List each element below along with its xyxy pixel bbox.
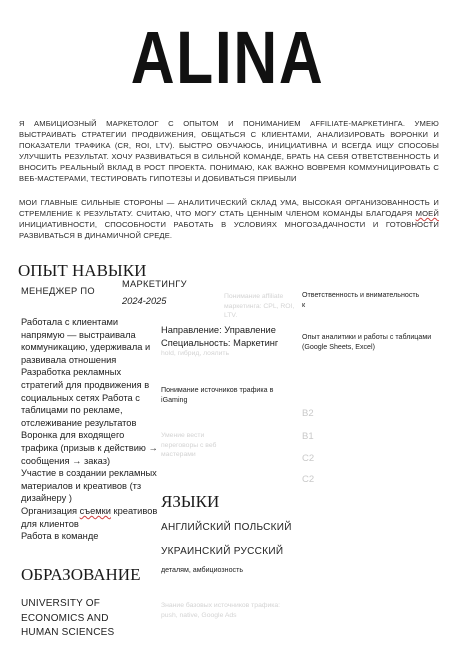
university-name: UNIVERSITY OF ECONOMICS AND HUMAN SCIENCES [21,598,115,638]
period: 2024-2025 [122,296,167,306]
role-left: МЕНЕДЖЕР ПО [21,286,95,296]
skill-right-2: Опыт аналитики и работы с таблицами (Google Sheets, Excel) [302,333,432,351]
duty-item-2: Воронка для входящего трафика (призыв к действию → сообщения → заказ) [21,430,158,466]
lang-level-3: C2 [302,453,315,464]
experience-heading: ОПЫТ НАВЫКИ [18,261,147,280]
skill-faded-3: Умение вести переговоры с веб мастерами [161,432,217,458]
intro-paragraph-2 [19,197,439,241]
intro-p2-squiggle-word: МОЕЙ [415,209,439,218]
name-title: ALINA [130,16,325,99]
lang-level-2: B1 [302,431,314,442]
skill-faded-2: hold, гибрид, лоялить [161,350,230,357]
languages-row-2: УКРАИНСКИЙ РУССКИЙ [161,546,284,557]
duty-item-3: Участие в создании рекламных материалов и креативов (тз дизайнеру ) [21,468,157,504]
skill-faded-1: Понимание affiliate маркетинга: CPL, ROI, LTV. [224,293,295,319]
duty-squiggle-word: съемки [79,505,111,516]
languages-row-1: АНГЛИЙСКИЙ ПОЛЬСКИЙ [161,522,292,533]
role-right: МАРКЕТИНГУ [122,279,187,289]
intro-p2-end: ИНИЦИАТИВНОСТИ, СПОСОБНОСТИ РАБОТАТЬ В УСЛОВИЯХ МНОГОЗАДАЧНОСТИ И ГОТОВНОСТИ РАЗВИВАТЬСЯ В ДИНАМИЧНОЙ СРЕДЕ. [19,220,439,240]
education-heading: ОБРАЗОВАНИЕ [21,565,141,584]
lang-level-1: B2 [302,408,314,419]
edu-direction: Направление: Управление Специальность: Маркетинг [161,325,279,348]
duty-item-1: Работала с клиентами напрямую — выстраивала коммуникацию, удерживала и развивала отношения Разработка рекламных стратегий для продвижения в социальных сетях Работа с таблицами по рекламе, отслеживание результатов [21,317,151,428]
duty-item-4: Организация съемки креативов для клиентов [21,505,158,529]
duties-list [21,316,163,543]
intro-paragraph-1: Я АМБИЦИОЗНЫЙ МАРКЕТОЛОГ С ОПЫТОМ И ПОНИМАНИЕМ AFFILIATE-МАРКЕТИНГА. УМЕЮ ВЫСТРАИВАТЬ СТРАТЕГИИ ПРОДВИЖЕНИЯ, ОБЩАТЬСЯ С КЛИЕНТАМИ, АНАЛИЗИРОВАТЬ ВОРОНКИ И ПОКАЗАТЕЛИ ТРАФИКА (CR, ROI, LTV). БЫСТРО ОБУЧАЮСЬ, ИНИЦИАТИВНА И ВСЕГДА ИЩУ СПОСОБЫ УЛУЧШИТЬ РЕЗУЛЬТАТ. ХОЧУ РАЗВИВАТЬСЯ В СИЛЬНОЙ КОМАНДЕ, БРАТЬ НА СЕБЯ ОТВЕТСТВЕННОСТЬ И ВНОСИТЬ РЕАЛЬНЫЙ ВКЛАД В РОСТ ПРОЕКТА. ПОНИМАЮ, КАК ВАЖНО ВОВРЕМЯ КОММУНИЦИРОВАТЬ С ВЕБ-МАСТЕРАМИ, ТЕСТИРОВАТЬ ГИПОТЕЗЫ И ДОБИВАТЬСЯ ПРИБЫЛИ [19,119,439,183]
skill-traffic: Понимание источников трафика в iGaming [161,386,274,404]
duty-item-5: Работа в команде [21,531,99,542]
lang-level-4: C2 [302,474,315,485]
languages-heading: ЯЗЫКИ [161,492,220,511]
skill-right-1: Ответственность и внимательность к [302,291,420,309]
skill-right-1-tail: деталям, амбициозность [161,566,244,574]
intro-p2-start: МОИ ГЛАВНЫЕ СИЛЬНЫЕ СТОРОНЫ — АНАЛИТИЧЕСКИЙ СКЛАД УМА, ВЫСОКАЯ ОРГАНИЗОВАННОСТЬ И СТРЕМЛЕНИЕ К РЕЗУЛЬТАТУ. СЧИТАЮ, ЧТО МОГУ СТАТЬ ЦЕННЫМ ЧЛЕНОМ КОМАНДЫ БЛАГОДАРЯ [19,198,439,218]
skill-faded-4: Знание базовых источников трафика: push, native, Google Ads [161,602,281,619]
